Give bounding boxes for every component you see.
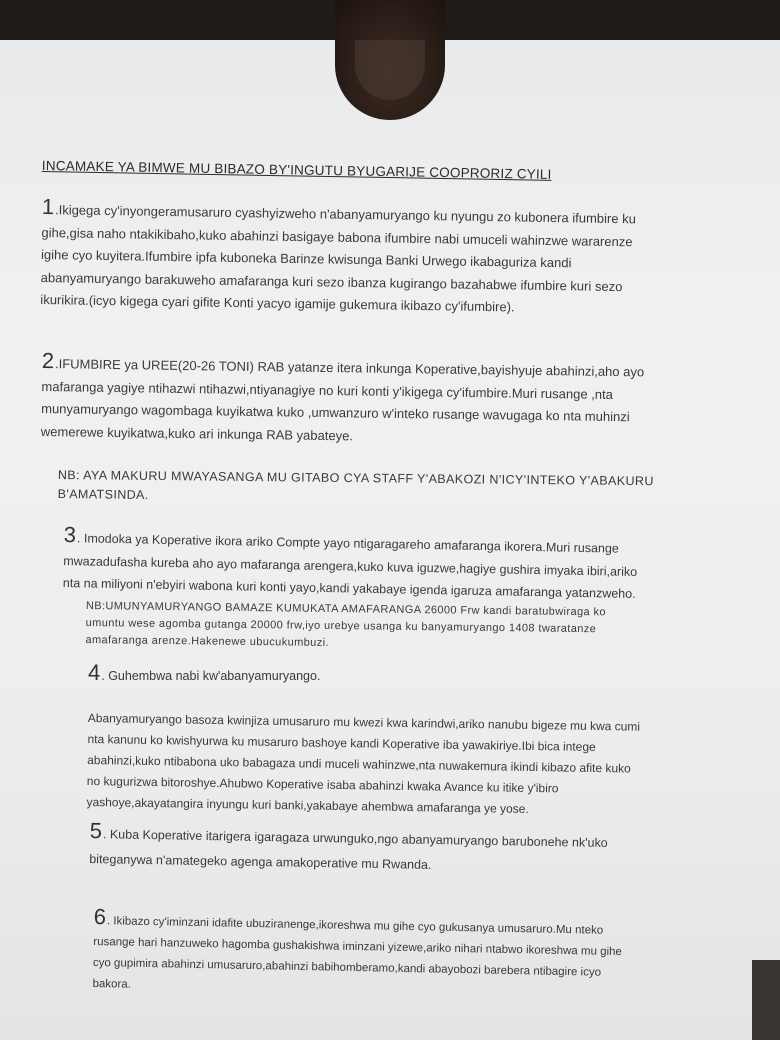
item-number: 1 <box>41 194 55 220</box>
line: munyamuryango wagombaga kuyikatwa kuko ,umwanzuro w'inteko rusange wavugaga ko nta muhinzi <box>41 400 630 425</box>
line: NB: AYA MAKURU MWAYASANGA MU GITABO CYA STAFF Y'ABAKOZI N'ICY'INTEKO Y'ABAKURU <box>57 467 654 489</box>
line: . Kuba Koperative itarigera igaragaza urwunguko,ngo abanyamuryango barubonehe nk'uko <box>102 827 608 851</box>
line: yashoye,akayatangira inyungu kuri banki,yakabaye ahembwa amafaranga ye yose. <box>86 794 529 816</box>
line: nta na miliyoni n'ebyiri wabona kuri konti yayo,kandi yakabaye igenda igaruza amafaranga yatanzweho. <box>62 575 636 601</box>
line: gihe,gisa naho ntakikibaho,kuko abahinzi basigaye babona ifumbire nabi umuceli wahinzwe wararenze <box>41 224 633 249</box>
item-number: 6 <box>93 904 107 930</box>
line: mwazadufasha kureba aho ayo mafaranga arengera,kuko kuva iguzwe,hagiye gushira imyaka ibiri,ariko <box>63 553 638 579</box>
line: abahinzi,kuko ntibabona uko babagaza undi muceli wahinzwe,nta nuwakemura ikindi kibazo afite kuko <box>87 752 631 776</box>
line: NB:UMUNYAMURYANGO BAMAZE KUMUKATA AMAFARANGA 26000 Frw kandi baratubwiraga ko <box>85 599 606 619</box>
item-2 <box>41 350 645 451</box>
line: . Ikibazo cy'iminzani idafite ubuziranenge,ikoreshwa mu gihe cyo gukusanya umusaruro.Mu nteko <box>106 915 604 937</box>
line: igihe cyo kuyitera.Ifumbire ipfa kuboneka Barinze kwisunga Banki Urwego ikabaguriza kandi <box>40 246 572 271</box>
background-corner <box>752 960 780 1040</box>
item-number: 5 <box>89 818 103 844</box>
document-heading: INCAMAKE YA BIMWE MU BIBAZO BY'INGUTU BYUGARIJE COOPRORIZ CYILI <box>41 158 552 182</box>
note-1 <box>58 466 654 510</box>
line: no kugurizwa bitoroshye.Ahubwo Koperative isaba abahinzi kwaka Avance ku itike y'ibiro <box>86 773 559 796</box>
line: biteganywa n'amategeko agenga amakoperative mu Rwanda. <box>89 851 432 872</box>
line: . Imodoka ya Koperative ikora ariko Compte yayo ntigaragareho amafaranga ikorera.Muri rusange <box>76 531 619 556</box>
item-number: 4 <box>88 660 101 685</box>
item-3 <box>63 524 638 606</box>
line: mafaranga yagiye ntihazwi ntihazwi,ntiyanagiye no kuri konti y'ikigega cy'ifumbire.Muri rusange ,nta <box>41 378 614 402</box>
item-4-body <box>86 708 640 822</box>
line: amafaranga arenze.Hakenewe ubucukumbuzi. <box>85 633 330 649</box>
line: abanyamuryango barakuweho amafaranga kuri sezo ibanza kugirango bazahabwe ifumbire kuri sezo <box>40 269 623 294</box>
item-6 <box>92 906 622 1005</box>
line: .IFUMBIRE ya UREE(20-26 TONI) RAB yatanze itera inkunga Koperative,bayishyuje abahinzi,aho ayo <box>54 356 645 380</box>
line: ikurikira.(icyo kigega cyari gifite Konti yacyo igamije gukemura ikibazo cy'ifumbire). <box>40 291 515 315</box>
line: rusange hari hanzuweko hagomba gushakishwa iminzani yizewe,ariko nihari ntabwo ikoreshwa mu gihe <box>93 935 622 959</box>
item-number: 2 <box>41 348 55 374</box>
line: B'AMATSINDA. <box>57 486 149 502</box>
line: Abanyamuryango basoza kwinjiza umusaruro mu kwezi kwa karindwi,ariko nanubu bigeze mu kwa cumi <box>87 710 641 734</box>
note-2 <box>85 598 606 655</box>
item-number: 3 <box>63 522 77 548</box>
line: bakora. <box>92 977 131 991</box>
line: cyo gupimira abahinzi umusaruro,abahinzi babihomberamo,kandi abayobozi barebera ntibagire icyo <box>92 956 602 979</box>
line: .Ikigega cy'inyongeramusaruro cyashyizweho n'abanyamuryango ku nyungu zo kubonera ifumbire ku <box>54 202 636 227</box>
item-5 <box>89 818 608 881</box>
line: umuntu wese agomba gutanga 20000 frw,iyo urebye usanga ku banyamuryango 1408 twaratanze <box>85 616 597 636</box>
line: . Guhembwa nabi kw'abanyamuryango. <box>101 669 321 683</box>
line: wemerewe kuyikatwa,kuko ari inkunga RAB yabateye. <box>40 423 354 443</box>
line: nta kanunu ko kwishyurwa ku musaruro bashoye kandi Koperative iba yawakiriye.Ibi bica intege <box>87 731 596 754</box>
item-1 <box>40 196 636 321</box>
item-4 <box>88 662 320 688</box>
